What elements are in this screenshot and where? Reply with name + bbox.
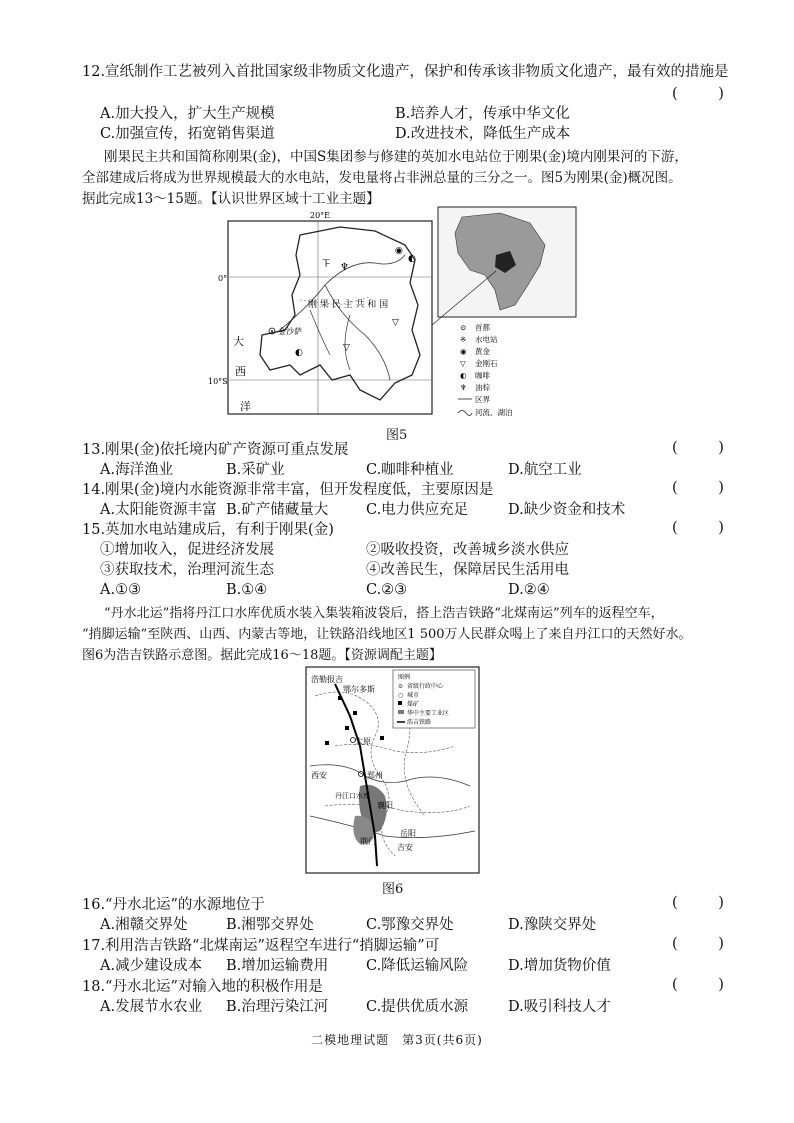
q15-item-4: ④改善民生，保障居民生活用电 xyxy=(366,562,569,578)
diamond-icon-2: ▽ xyxy=(343,343,350,353)
q18-option-b: B.治理污染江河 xyxy=(226,999,329,1015)
q14-answer-paren: ( ) xyxy=(672,480,742,496)
q17-option-d: D.增加货物价值 xyxy=(508,958,611,974)
svg-text:○: ○ xyxy=(398,692,404,699)
page-footer: 二模地理试题 第3页(共6页) xyxy=(311,1033,483,1047)
q15-item-2: ②吸收投资，改善城乡淡水供应 xyxy=(366,542,569,558)
coffee-icon: ◐ xyxy=(295,348,303,358)
figure-5-map xyxy=(200,205,580,430)
q14-option-a: A.太阳能资源丰富 xyxy=(100,502,217,518)
q18-option-d: D.吸引科技人才 xyxy=(508,999,611,1015)
q13-option-c: C.咖啡种植业 xyxy=(366,462,454,478)
svg-text:煤矿: 煤矿 xyxy=(407,701,420,708)
fig6-place-xiangyang: 襄阳 xyxy=(377,801,393,810)
q13-answer-paren: ( ) xyxy=(672,440,742,456)
fig5-ocean-label-3: 洋 xyxy=(240,400,251,413)
svg-text:黄金: 黄金 xyxy=(475,347,490,356)
fig5-city-label: 金沙萨 xyxy=(278,327,302,336)
q13-option-a: A.海洋渔业 xyxy=(100,462,174,478)
svg-text:油棕: 油棕 xyxy=(475,383,490,392)
q13-option-d: D.航空工业 xyxy=(508,462,582,478)
q18-stem: 18.“丹水北运”对输入地的积极作用是 xyxy=(82,979,323,995)
gold-icon-2: ◐ xyxy=(408,254,416,264)
svg-text:区界: 区界 xyxy=(475,395,490,404)
svg-text:◐: ◐ xyxy=(460,371,467,380)
q18-answer-paren: ( ) xyxy=(672,977,742,993)
q18-option-c: C.提供优质水源 xyxy=(366,999,469,1015)
svg-text:▽: ▽ xyxy=(460,359,466,368)
fig5-lon-label: 20°E xyxy=(310,211,331,220)
fig6-place-haolebaoji: 浩勒报吉 xyxy=(311,675,343,684)
q18-option-a: A.发展节水农业 xyxy=(100,999,203,1015)
q16-option-b: B.湘鄂交界处 xyxy=(226,917,314,933)
q14-stem: 14.刚果(金)境内水能资源非常丰富，但开发程度低，主要原因是 xyxy=(82,482,494,498)
q16-option-c: C.鄂豫交界处 xyxy=(366,917,454,933)
svg-text:省级行政中心: 省级行政中心 xyxy=(407,683,444,690)
q17-option-c: C.降低运输风险 xyxy=(366,958,469,974)
fig5-legend xyxy=(458,322,513,417)
fig6-place-xian: 西安 xyxy=(311,771,327,780)
q16-option-a: A.湘赣交界处 xyxy=(100,917,188,933)
svg-text:※: ※ xyxy=(460,335,467,344)
passage2-line3: 图6为浩吉铁路示意图。据此完成16～18题。【资源调配主题】 xyxy=(82,648,442,663)
q12-answer-paren: ( ) xyxy=(672,86,742,102)
q15-item-3: ③获取技术，治理河流生态 xyxy=(100,562,274,578)
q13-option-b: B.采矿业 xyxy=(226,462,285,478)
fig5-ocean-label-1: 大 xyxy=(233,335,244,348)
passage2-line1: “丹水北运”指将丹江口水库优质水装入集装箱波袋后，搭上浩吉铁路“北煤南运”列车的返程空车， xyxy=(104,606,664,621)
svg-text:图例: 图例 xyxy=(398,674,411,681)
svg-text:♆: ♆ xyxy=(460,383,467,392)
fig6-place-ordos: 鄂尔多斯 xyxy=(343,685,375,694)
q15-option-c: C.②③ xyxy=(366,582,408,598)
q15-option-a: A.①③ xyxy=(100,582,142,598)
svg-text:城市: 城市 xyxy=(407,692,420,699)
passage2-line2: “捎脚运输”至陕西、山西、内蒙古等地，让铁路沿线地区1 500万人民群众喝上了来自丹江口的天然好水。 xyxy=(82,627,692,642)
q15-option-d: D.②④ xyxy=(508,582,550,598)
svg-text:水电站: 水电站 xyxy=(475,335,498,344)
coffee-icon-2: ♆ xyxy=(340,262,349,273)
q15-item-1: ①增加收入，促进经济发展 xyxy=(100,542,274,558)
figure-6-map xyxy=(305,666,480,874)
q17-option-a: A.减少建设成本 xyxy=(100,958,203,974)
q12-option-c: C.加强宣传，拓宽销售渠道 xyxy=(100,126,275,142)
diamond-icon: ▽ xyxy=(392,318,399,328)
q17-answer-paren: ( ) xyxy=(672,936,742,952)
q15-option-b: B.①④ xyxy=(226,582,268,598)
q15-answer-paren: ( ) xyxy=(672,520,742,536)
fig5-lat-label-10s: 10°S xyxy=(208,377,228,386)
svg-text:浩吉铁路: 浩吉铁路 xyxy=(407,719,432,726)
q15-stem: 15.英加水电站建成后，有利于刚果(金) xyxy=(82,522,334,538)
fig6-place-yueyang: 岳阳 xyxy=(400,829,416,838)
passage1-line2: 全部建成后将成为世界规模最大的水电站，发电量将占非洲总量的三分之一。图5为刚果(金)概况图。 xyxy=(82,170,682,186)
fig5-country-label: 刚 果 民 主 共 和 国 xyxy=(308,300,389,310)
fig6-caption: 图6 xyxy=(382,882,404,897)
q14-option-b: B.矿产储藏量大 xyxy=(226,502,329,518)
q17-stem: 17.利用浩吉铁路“北煤南运”返程空车进行“捎脚运输”可 xyxy=(82,938,440,954)
svg-text:⊙: ⊙ xyxy=(398,683,404,690)
svg-text:河流、湖泊: 河流、湖泊 xyxy=(475,408,513,417)
fig6-place-jingmen: 荆门 xyxy=(360,837,376,846)
svg-text:◉: ◉ xyxy=(460,347,467,356)
q12-stem: 12.宣纸制作工艺被列入首批国家级非物质文化遗产，保护和传承该非物质文化遗产，最有效的措施是 xyxy=(82,64,729,80)
fig6-place-jian: 吉安 xyxy=(397,843,413,852)
fig6-place-danjiangkou: 丹江口水库 xyxy=(335,792,370,800)
svg-text:金刚石: 金刚石 xyxy=(475,359,498,368)
passage1-line1: 刚果民主共和国简称刚果(金)，中国S集团参与修建的英加水电站位于刚果(金)境内刚果河的下游， xyxy=(104,149,688,165)
fig5-lat-label-0: 0° xyxy=(218,274,228,283)
q14-option-c: C.电力供应充足 xyxy=(366,502,469,518)
q16-answer-paren: ( ) xyxy=(672,895,742,911)
svg-text:华中主要工业区: 华中主要工业区 xyxy=(407,710,450,717)
q13-stem: 13.刚果(金)依托境内矿产资源可重点发展 xyxy=(82,442,349,458)
q12-option-a: A.加大投入，扩大生产规模 xyxy=(100,106,275,122)
gold-icon: ◉ xyxy=(395,246,403,256)
oil-palm-icon: 𝍴 xyxy=(322,259,331,270)
passage1-line3: 据此完成13～15题。【认识世界区域十工业主题】 xyxy=(82,191,380,207)
svg-text:首都: 首都 xyxy=(475,323,490,332)
fig5-ocean-label-2: 西 xyxy=(235,365,246,378)
svg-text:咖啡: 咖啡 xyxy=(475,371,490,380)
q12-option-b: B.培养人才，传承中华文化 xyxy=(395,106,570,122)
fig6-place-taiyuan: 太原 xyxy=(355,737,371,746)
q16-option-d: D.豫陕交界处 xyxy=(508,917,597,933)
q17-option-b: B.增加运输费用 xyxy=(226,958,329,974)
q14-option-d: D.缺少资金和技术 xyxy=(508,502,626,518)
fig5-caption: 图5 xyxy=(386,428,408,443)
q16-stem: 16.“丹水北运”的水源地位于 xyxy=(82,897,265,913)
fig6-place-zhengzhou: 郑州 xyxy=(367,771,383,780)
svg-text:⊙: ⊙ xyxy=(460,323,467,332)
q12-option-d: D.改进技术，降低生产成本 xyxy=(395,126,571,142)
